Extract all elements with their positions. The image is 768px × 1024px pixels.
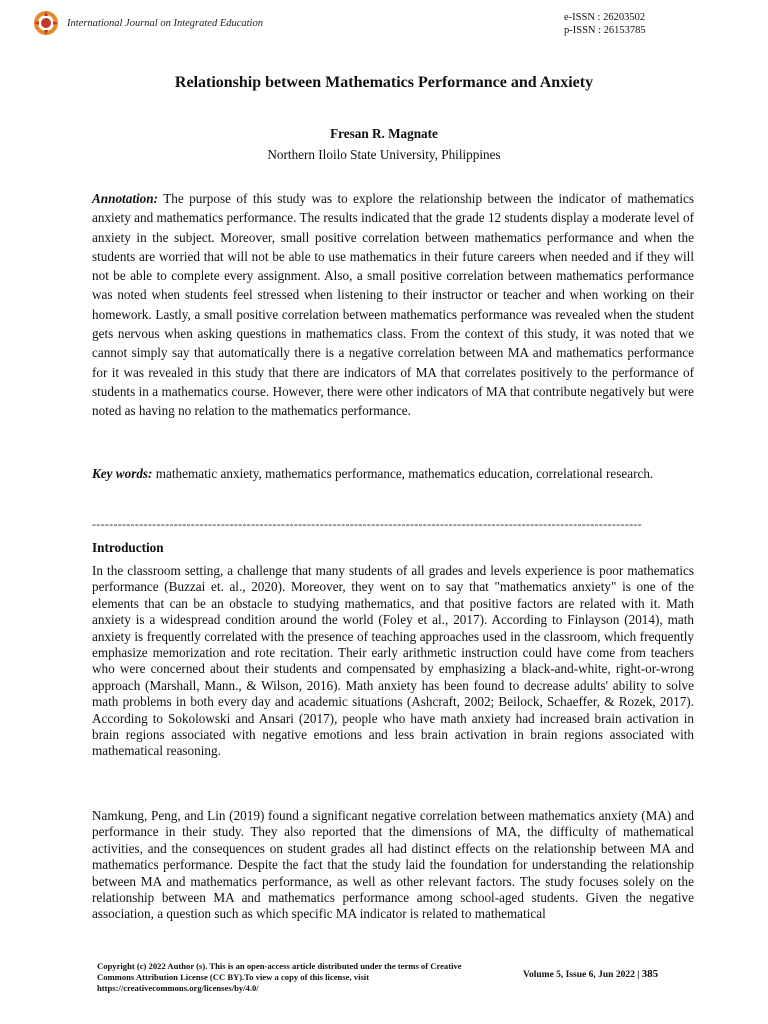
eissn: e-ISSN : 26203502 [564, 12, 646, 23]
volume-issue: Volume 5, Issue 6, Jun 2022 | [523, 970, 642, 980]
abstract [92, 189, 694, 421]
keywords-label: Key words: [92, 466, 153, 481]
keywords-text: mathematic anxiety, mathematics performance, mathematics education, correlational research. [152, 466, 654, 481]
introduction-paragraph-1: In the classroom setting, a challenge that many students of all grades and levels experience is poor mathematics performance (Buzzai et. al., 2020). Moreover, they went on to say that "mathematics anxiety" is one of the elements that can be an obstacle to studying mathematics, and that positive factors are related with it. Math anxiety is a widespread condition around the world (Foley et al., 2017). According to Finlayson (2014), math anxiety is frequently correlated with the presence of teaching approaches used in the classroom, which frequently emphasize memorization and rote recitation. Their early arithmetic instruction could have come from teachers who were concerned about their students and compensated by emphasizing a black-and-white, right-or-wrong approach (Marshall, Mann., & Wilson, 2016). Math anxiety has been found to decrease adults' ability to solve math problems in both every day and academic situations (Ashcraft, 2002; Beilock, Schaeffer, & Rozek, 2017). According to Sokolowski and Ansari (2017), people who have math anxiety had increased brain activation in brain regions associated with negative emotions and less brain activation in brain regions associated with mathematical reasoning. [92, 563, 694, 759]
author-affiliation: Northern Iloilo State University, Philippines [267, 147, 501, 162]
journal-logo-icon [33, 10, 59, 36]
copyright-notice: Copyright (c) 2022 Author (s). This is an open-access article distributed under the terms of Creative Commons Attribution License (CC BY).To view a copy of this license, visit https://creativecommons.org/licenses/by/4.0/ [97, 961, 462, 993]
abstract-label: Annotation: [92, 191, 158, 206]
pissn: p-ISSN : 26153785 [564, 25, 646, 36]
page-number: 385 [641, 968, 659, 980]
author-name: Fresan R. Magnate [330, 126, 438, 141]
section-separator: -------------------------------------------------------------------------------------------------------------------------------- [92, 517, 642, 531]
issn-block [564, 11, 646, 37]
abstract-text: The purpose of this study was to explore the relationship between the indicator of mathematics anxiety and mathematics performance. The results indicated that the grade 12 students display a moderate level of anxiety in the subject. Moreover, small positive correlation between mathematics performance and when the students are worried that will not be able to use mathematics in their future careers when needed and if they will not be able to complete every assignment. Also, a small positive correlation between mathematics performance was noted when students feel stressed when listening to their instructor or teacher and when working on their homework. Lastly, a small positive correlation between mathematics performance was revealed when the student gets nervous when asking questions in mathematics class. From the context of this study, it was noted that we cannot simply say that automatically there is a negative correlation between MA and mathematics performance for it was revealed in this study that there are indicators of MA that correlates positively to the performance of students in a mathematics course. However, there were other indicators of MA that contribute negatively but were noted as having no relation to the mathematics performance. [92, 191, 694, 419]
introduction-paragraph-2: Namkung, Peng, and Lin (2019) found a significant negative correlation between mathematics anxiety (MA) and performance in their study. They also reported that the dimensions of MA, the difficulty of mathematical activities, and the consequences on student grades all had distinct effects on the relationship between MA and mathematics performance. Despite the fact that the study laid the foundation for understanding the relationship between MA and mathematics performance, as well as other relevant factors. The study focuses solely on the relationship between MA and mathematics performance among school-aged students. Given the negative association, a question such as which specific MA indicator is related to mathematical [92, 808, 694, 922]
article-title: Relationship between Mathematics Performance and Anxiety [174, 74, 594, 91]
keywords [92, 464, 694, 484]
page-footer [523, 968, 658, 980]
journal-name: International Journal on Integrated Education [67, 18, 263, 29]
introduction-heading: Introduction [92, 540, 164, 555]
